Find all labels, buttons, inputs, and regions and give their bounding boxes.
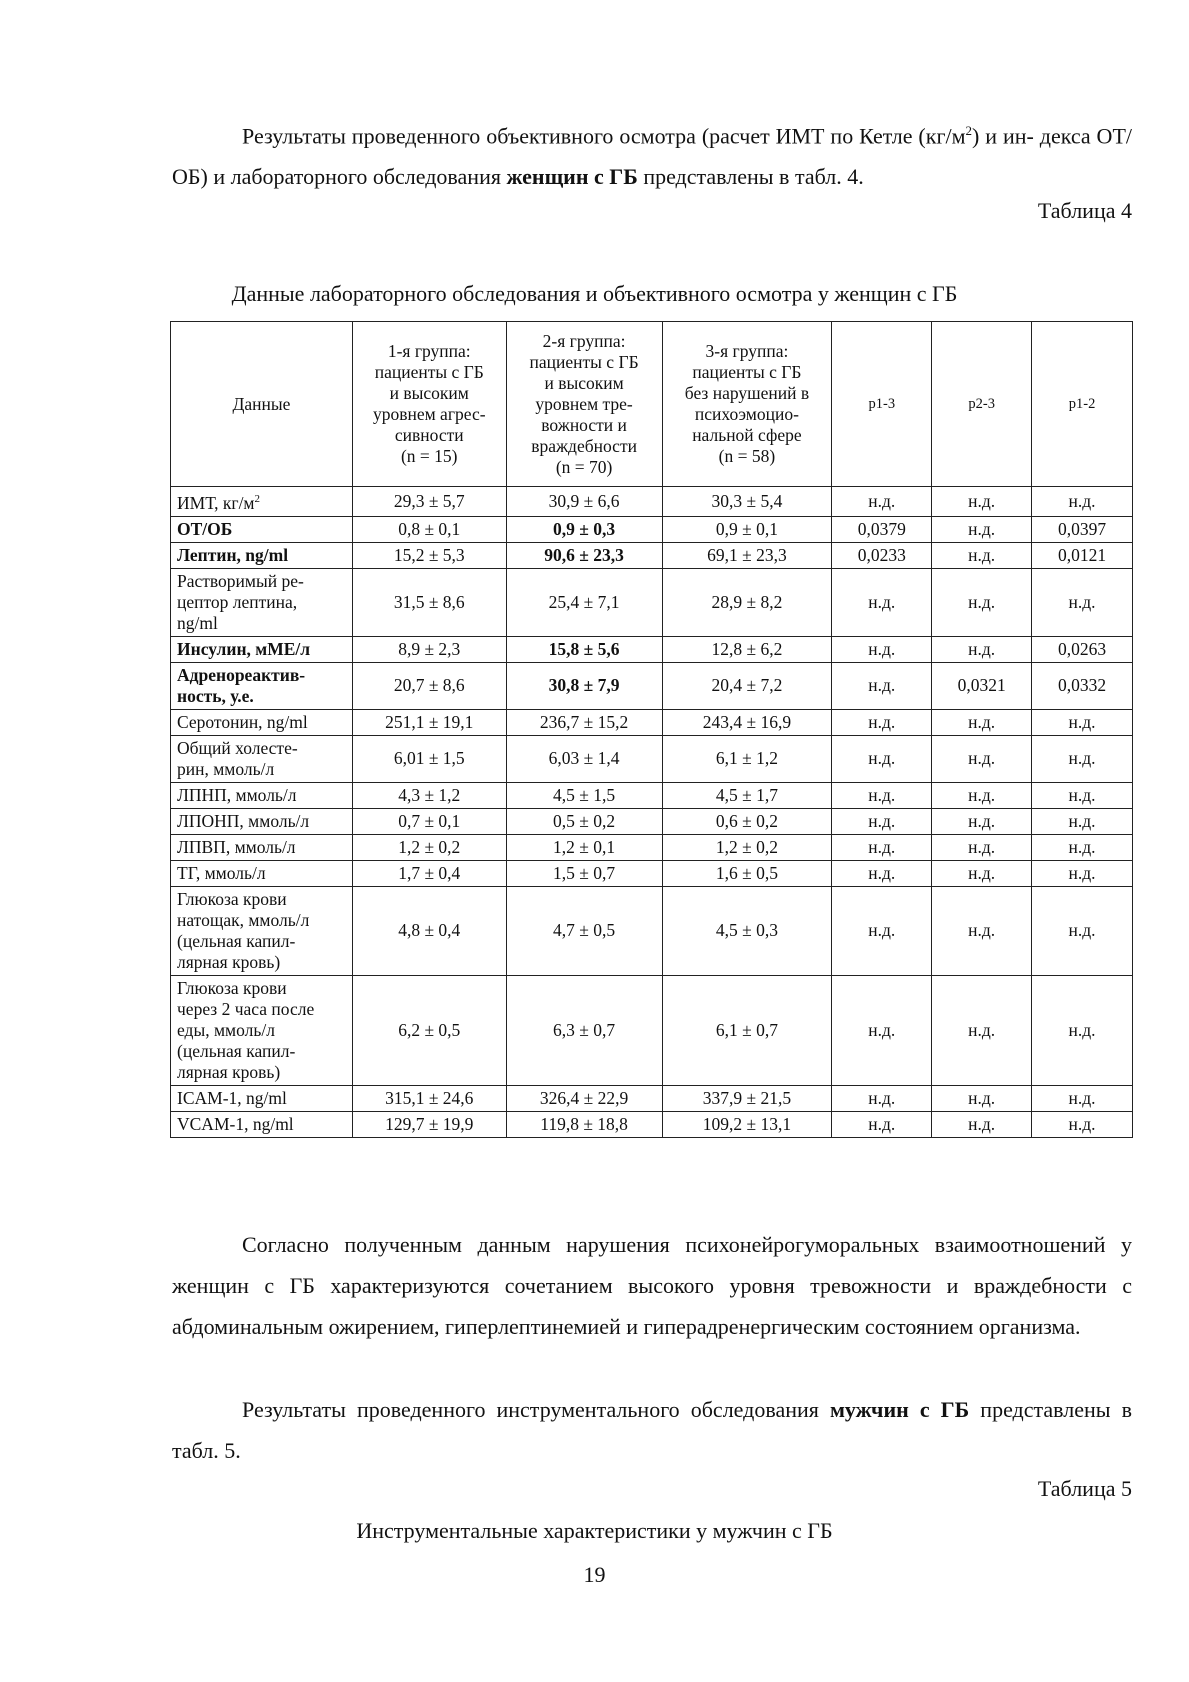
cell-p12: н.д. [1032, 568, 1133, 636]
cell-p23: н.д. [932, 1111, 1032, 1137]
cell-g1: 0,8 ± 0,1 [352, 516, 506, 542]
intro-text-2: ) и ин- [972, 123, 1034, 149]
row-label-line: через 2 часа после [177, 998, 315, 1019]
intro5-text-1: Результаты проведенного инструментального обследования [242, 1397, 830, 1422]
cell-p12: н.д. [1032, 860, 1133, 886]
cell-p12: н.д. [1032, 834, 1133, 860]
cell-g3: 1,6 ± 0,5 [662, 860, 832, 886]
intro5-bold: мужчин с ГБ [829, 1397, 970, 1422]
row-label [171, 1085, 353, 1111]
cell-g2: 6,03 ± 1,4 [506, 735, 662, 782]
row-label [171, 886, 353, 975]
cell-p13: н.д. [832, 662, 932, 709]
cell-g3: 20,4 ± 7,2 [662, 662, 832, 709]
cell-p23: н.д. [932, 636, 1032, 662]
cell-g1: 31,5 ± 8,6 [352, 568, 506, 636]
cell-p13: н.д. [832, 487, 932, 517]
table5-label: Таблица 5 [1037, 1476, 1132, 1501]
cell-p13: н.д. [832, 636, 932, 662]
row-label-line: Растворимый ре- [177, 570, 304, 591]
row-label-line: ОТ/ОБ [177, 518, 233, 539]
cell-g3: 243,4 ± 16,9 [662, 709, 832, 735]
header-p12: p1-2 [1032, 322, 1133, 487]
cell-g1: 1,2 ± 0,2 [352, 834, 506, 860]
row-label-line: еды, ммоль/л [177, 1019, 275, 1040]
row-label-line: (цельная капил- [177, 1040, 296, 1061]
table-row [171, 975, 1133, 1085]
intro-text-4: представлены в табл. 4. [637, 164, 864, 190]
header-g2-line: (n = 70) [555, 456, 613, 477]
cell-p13: н.д. [832, 1085, 932, 1111]
row-label [171, 735, 353, 782]
cell-p23: н.д. [932, 735, 1032, 782]
table-row [171, 662, 1133, 709]
cell-p23: н.д. [932, 808, 1032, 834]
cell-p23: н.д. [932, 782, 1032, 808]
cell-g2: 4,7 ± 0,5 [506, 886, 662, 975]
header-g2-line: 2-я группа: [542, 330, 626, 351]
row-label [171, 709, 353, 735]
row-label-sup: 2 [254, 493, 261, 505]
cell-p12: 0,0397 [1032, 516, 1133, 542]
cell-p23: н.д. [932, 860, 1032, 886]
cell-g1: 251,1 ± 19,1 [352, 709, 506, 735]
table-row [171, 834, 1133, 860]
table-row [171, 709, 1133, 735]
header-g2-line: враждебности [531, 435, 637, 456]
table5-title: Инструментальные характеристики у мужчин с ГБ [356, 1518, 833, 1543]
header-g1-line: пациенты с ГБ [374, 362, 484, 382]
header-g1-line: (n = 15) [400, 446, 458, 466]
row-label [171, 834, 353, 860]
table-row [171, 542, 1133, 568]
cell-g3: 109,2 ± 13,1 [662, 1111, 832, 1137]
row-label-line: VCAM-1, ng/ml [177, 1113, 294, 1134]
table-row [171, 886, 1133, 975]
row-label [171, 662, 353, 709]
cell-g1: 15,2 ± 5,3 [352, 542, 506, 568]
table-row [171, 636, 1133, 662]
page-number: 19 [583, 1562, 606, 1587]
cell-g3: 1,2 ± 0,2 [662, 834, 832, 860]
cell-p12: н.д. [1032, 975, 1133, 1085]
intro5-text-2: представлены в табл. 5. [172, 1397, 1132, 1463]
cell-g2: 90,6 ± 23,3 [506, 542, 662, 568]
header-g2-line: уровнем тре- [535, 393, 633, 414]
row-label-line: ИМТ, кг/м [177, 492, 255, 513]
cell-g3: 28,9 ± 8,2 [662, 568, 832, 636]
row-label-line: лярная кровь) [177, 1061, 281, 1082]
cell-p12: н.д. [1032, 1111, 1133, 1137]
header-g2-line: и высоким [544, 372, 624, 393]
intro-sup: 2 [965, 123, 973, 138]
cell-g2: 25,4 ± 7,1 [506, 568, 662, 636]
row-label-line: ность, у.е. [177, 685, 254, 706]
table-row [171, 516, 1133, 542]
cell-p23: н.д. [932, 516, 1032, 542]
cell-p12: н.д. [1032, 735, 1133, 782]
header-g1-line: сивности [394, 425, 464, 445]
row-label-line: Серотонин, ng/ml [177, 711, 308, 732]
cell-g2: 1,2 ± 0,1 [506, 834, 662, 860]
header-g1-line: 1-я группа: [387, 341, 471, 361]
cell-p13: н.д. [832, 1111, 932, 1137]
cell-p23: н.д. [932, 542, 1032, 568]
cell-p23: н.д. [932, 487, 1032, 517]
cell-g1: 1,7 ± 0,4 [352, 860, 506, 886]
cell-g1: 20,7 ± 8,6 [352, 662, 506, 709]
header-g1-line: уровнем агрес- [372, 404, 486, 424]
intro-text-3: декса ОТ/ОБ) и лабораторного обследования [172, 123, 1133, 190]
cell-p13: н.д. [832, 834, 932, 860]
header-p23: p2-3 [932, 322, 1032, 487]
cell-p23: н.д. [932, 709, 1032, 735]
cell-p12: 0,0121 [1032, 542, 1133, 568]
table-row [171, 487, 1133, 517]
table4-body [171, 487, 1133, 1138]
cell-g2: 236,7 ± 15,2 [506, 709, 662, 735]
cell-g1: 6,2 ± 0,5 [352, 975, 506, 1085]
row-label-line: Адренореактив- [177, 664, 306, 685]
row-label-line: цептор лептина, [177, 591, 298, 612]
header-g3-line: пациенты с ГБ [692, 362, 802, 382]
row-label-line: лярная кровь) [177, 951, 281, 972]
intro-text-1: Результаты проведенного объективного осмотра (расчет ИМТ по Кетле (кг/м [242, 123, 966, 149]
intro5-paragraph [172, 1389, 1132, 1471]
row-label-line: Глюкоза крови [177, 977, 287, 998]
cell-g2: 6,3 ± 0,7 [506, 975, 662, 1085]
cell-g2: 326,4 ± 22,9 [506, 1085, 662, 1111]
row-label [171, 487, 353, 517]
cell-p12: н.д. [1032, 487, 1133, 517]
cell-p13: н.д. [832, 568, 932, 636]
cell-p13: н.д. [832, 808, 932, 834]
cell-g3: 6,1 ± 1,2 [662, 735, 832, 782]
cell-g1: 4,3 ± 1,2 [352, 782, 506, 808]
header-g1-line: и высоким [389, 383, 469, 403]
cell-p12: н.д. [1032, 886, 1133, 975]
row-label [171, 860, 353, 886]
cell-p13: н.д. [832, 886, 932, 975]
cell-g2: 1,5 ± 0,7 [506, 860, 662, 886]
cell-g3: 0,6 ± 0,2 [662, 808, 832, 834]
cell-g2: 15,8 ± 5,6 [506, 636, 662, 662]
table-row [171, 808, 1133, 834]
cell-g2: 4,5 ± 1,5 [506, 782, 662, 808]
row-label [171, 808, 353, 834]
cell-p23: н.д. [932, 886, 1032, 975]
cell-p13: н.д. [832, 975, 932, 1085]
row-label-line: Общий холесте- [177, 737, 298, 758]
header-data: Данные [171, 322, 353, 487]
row-label [171, 636, 353, 662]
cell-p12: н.д. [1032, 782, 1133, 808]
conclusion-text: Согласно полученным данным нарушения психонейрогуморальных взаимоотношений у женщин с ГБ характеризуются сочетанием высокого уровня тревожности и враждебности с абдоминальным ожирением, гиперлептинемией и гиперадренергическим состоянием организма. [172, 1232, 1132, 1339]
cell-g3: 12,8 ± 6,2 [662, 636, 832, 662]
table4 [170, 321, 1133, 1138]
cell-p23: н.д. [932, 975, 1032, 1085]
cell-p23: н.д. [932, 834, 1032, 860]
cell-g1: 29,3 ± 5,7 [352, 487, 506, 517]
row-label-line: натощак, ммоль/л [177, 909, 310, 930]
table-row [171, 735, 1133, 782]
header-group2 [506, 322, 662, 487]
cell-g3: 4,5 ± 0,3 [662, 886, 832, 975]
row-label-line: ТГ, ммоль/л [177, 862, 266, 883]
cell-g3: 4,5 ± 1,7 [662, 782, 832, 808]
cell-p23: н.д. [932, 1085, 1032, 1111]
cell-p13: н.д. [832, 782, 932, 808]
header-group1 [352, 322, 506, 487]
header-g2-line: вожности и [541, 414, 627, 435]
table4-label: Таблица 4 [1037, 198, 1132, 223]
row-label-line: ЛПОНП, ммоль/л [177, 810, 310, 831]
row-label-line: рин, ммоль/л [177, 758, 275, 779]
row-label [171, 516, 353, 542]
cell-g3: 337,9 ± 21,5 [662, 1085, 832, 1111]
conclusion-paragraph [172, 1224, 1132, 1347]
row-label-line: ЛПВП, ммоль/л [177, 836, 296, 857]
row-label-line: ЛПНП, ммоль/л [177, 784, 297, 805]
cell-g3: 6,1 ± 0,7 [662, 975, 832, 1085]
cell-g3: 0,9 ± 0,1 [662, 516, 832, 542]
header-g3-line: без нарушений в [684, 383, 810, 403]
row-label [171, 975, 353, 1085]
cell-p13: 0,0379 [832, 516, 932, 542]
cell-g2: 0,9 ± 0,3 [506, 516, 662, 542]
cell-g2: 30,9 ± 6,6 [506, 487, 662, 517]
header-p13: p1-3 [832, 322, 932, 487]
header-g3-line: 3-я группа: [705, 341, 789, 361]
row-label-line: Лептин, ng/ml [177, 544, 289, 565]
cell-g1: 8,9 ± 2,3 [352, 636, 506, 662]
row-label-line: ng/ml [177, 612, 218, 633]
cell-g1: 315,1 ± 24,6 [352, 1085, 506, 1111]
cell-g1: 4,8 ± 0,4 [352, 886, 506, 975]
cell-g1: 129,7 ± 19,9 [352, 1111, 506, 1137]
cell-p13: н.д. [832, 735, 932, 782]
row-label [171, 542, 353, 568]
cell-g2: 119,8 ± 18,8 [506, 1111, 662, 1137]
cell-p13: 0,0233 [832, 542, 932, 568]
cell-g3: 69,1 ± 23,3 [662, 542, 832, 568]
table-row [171, 860, 1133, 886]
cell-g2: 30,8 ± 7,9 [506, 662, 662, 709]
header-g2-line: пациенты с ГБ [529, 351, 639, 372]
row-label [171, 1111, 353, 1137]
header-g3-line: психоэмоцио- [694, 404, 799, 424]
cell-g1: 6,01 ± 1,5 [352, 735, 506, 782]
cell-g1: 0,7 ± 0,1 [352, 808, 506, 834]
header-g3-line: (n = 58) [718, 446, 776, 466]
cell-p12: н.д. [1032, 808, 1133, 834]
table-row [171, 568, 1133, 636]
table-row [171, 782, 1133, 808]
cell-p12: н.д. [1032, 1085, 1133, 1111]
row-label-line: ICAM-1, ng/ml [177, 1087, 287, 1108]
cell-p13: н.д. [832, 709, 932, 735]
cell-p12: 0,0332 [1032, 662, 1133, 709]
row-label [171, 568, 353, 636]
row-label-line: Инсулин, мМЕ/л [177, 638, 311, 659]
cell-p12: н.д. [1032, 709, 1133, 735]
row-label-line: Глюкоза крови [177, 888, 287, 909]
table4-title: Данные лабораторного обследования и объективного осмотра у женщин с ГБ [231, 281, 958, 306]
cell-g3: 30,3 ± 5,4 [662, 487, 832, 517]
intro-paragraph [172, 110, 1132, 197]
row-label [171, 782, 353, 808]
cell-p12: 0,0263 [1032, 636, 1133, 662]
table-row [171, 1085, 1133, 1111]
cell-p23: н.д. [932, 568, 1032, 636]
intro-bold: женщин с ГБ [506, 164, 638, 190]
cell-p13: н.д. [832, 860, 932, 886]
table-row [171, 1111, 1133, 1137]
cell-g2: 0,5 ± 0,2 [506, 808, 662, 834]
header-group3 [662, 322, 832, 487]
header-g3-line: нальной сфере [692, 425, 802, 445]
cell-p23: 0,0321 [932, 662, 1032, 709]
row-label-line: (цельная капил- [177, 930, 296, 951]
